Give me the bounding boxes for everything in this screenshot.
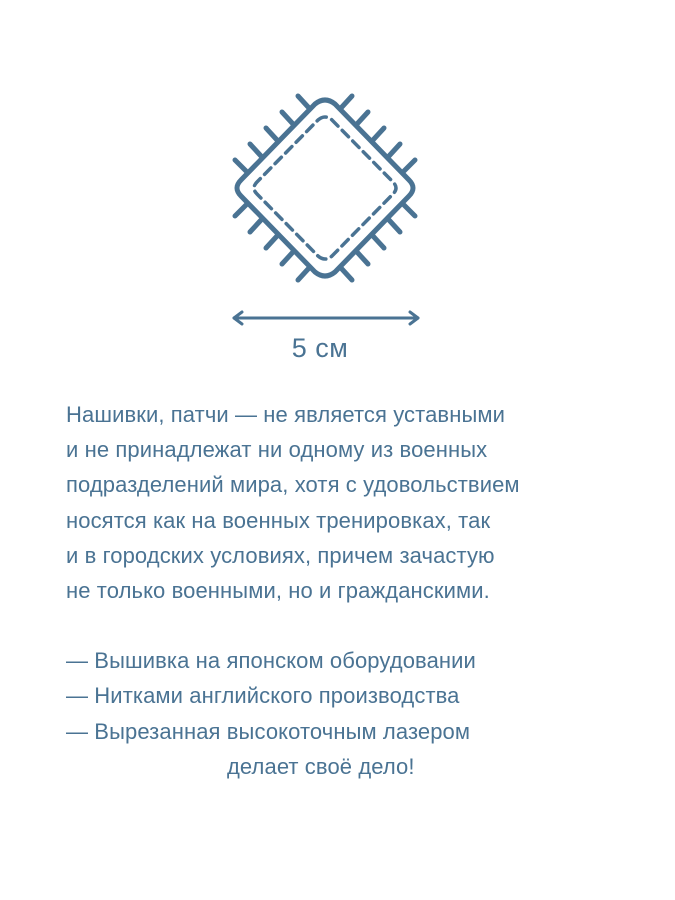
dimension-label: 5 см xyxy=(291,333,349,363)
feature-closing: делает своё дело! xyxy=(227,753,415,779)
description-line: носятся как на военных тренировках, так xyxy=(66,507,491,533)
description-line: Нашивки, патчи — не является уставными xyxy=(66,402,505,427)
diamond-patch-icon xyxy=(225,88,425,303)
feature-item: — Вырезанная высокоточным лазером xyxy=(66,718,471,744)
feature-item: — Вышивка на японском оборудовании xyxy=(66,648,476,674)
description-line: и в городских условиях, причем зачастую xyxy=(66,542,495,568)
paragraph-gap xyxy=(66,608,646,643)
dimension-arrow-icon xyxy=(228,306,424,330)
description-line: не только военными, но и гражданскими. xyxy=(66,578,490,604)
description-line: подразделений мира, хотя с удовольствием xyxy=(66,472,520,498)
description-line: и не принадлежат ни одному из военных xyxy=(66,437,488,463)
description-text xyxy=(66,397,646,784)
feature-item: — Нитками английского производства xyxy=(66,683,460,709)
